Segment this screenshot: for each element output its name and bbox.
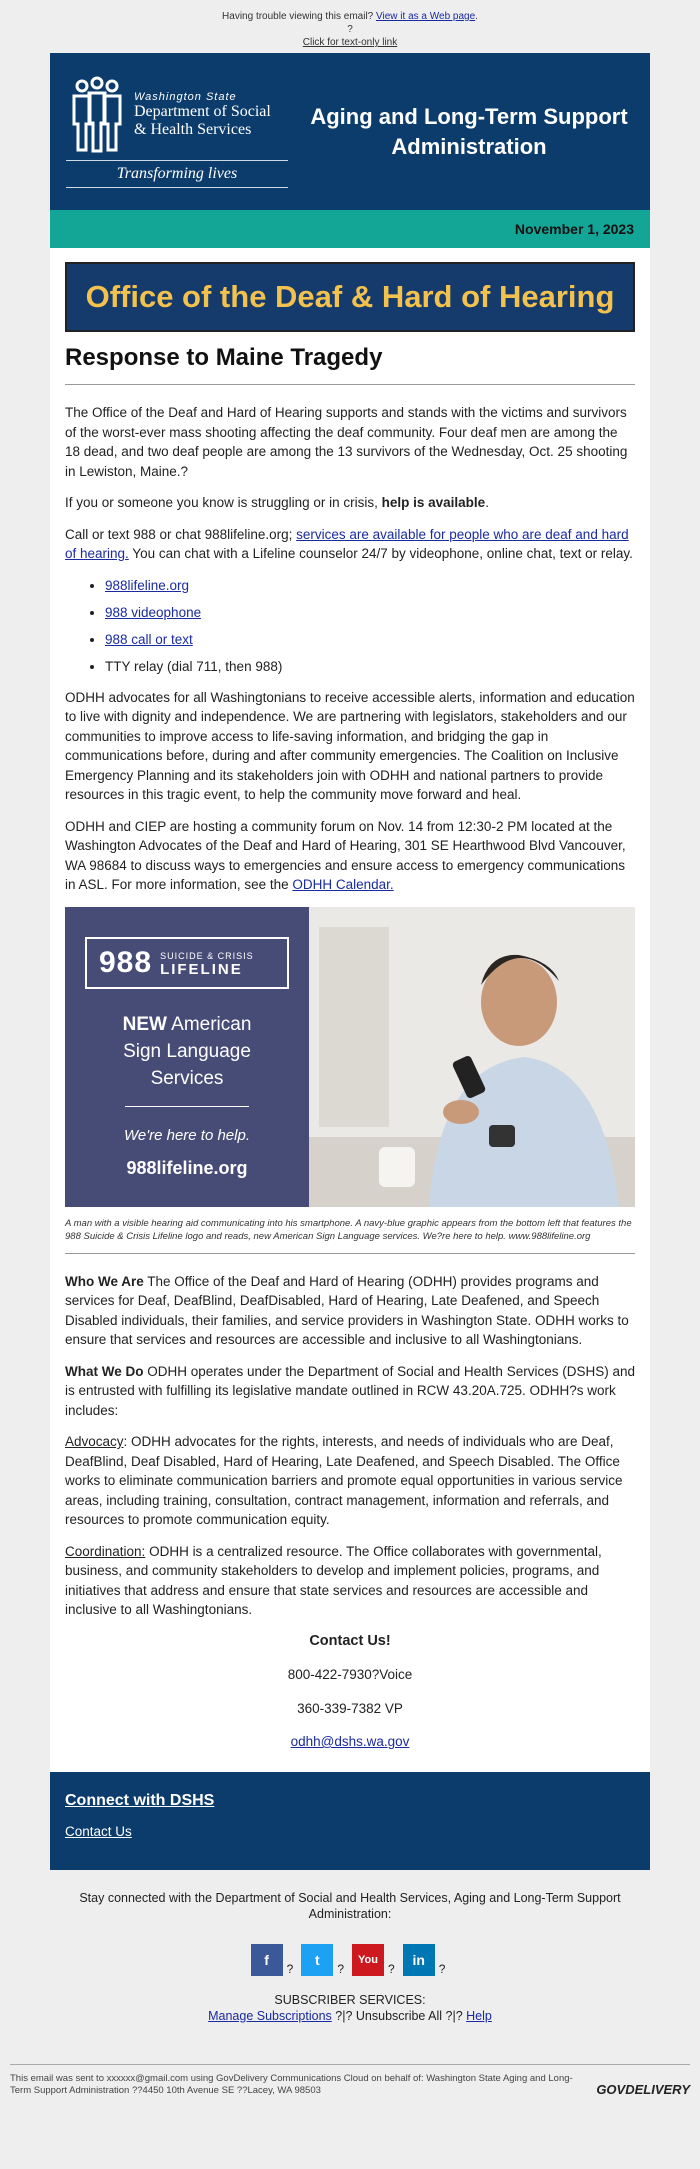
view-web-page-link[interactable]: View it as a Web page [376,11,476,22]
connect-title[interactable]: Connect with DSHS [65,1791,215,1809]
lifeline-hero-image [65,907,635,1207]
new-label: NEW [122,1013,167,1035]
contact-email-link[interactable]: odhh@dshs.wa.gov [290,1734,410,1749]
paragraph-coordination [65,1542,635,1620]
paragraph-what [65,1362,635,1421]
lifeline-word: LIFELINE [160,960,243,978]
asl-line2: Sign Language [123,1040,251,1062]
lifeline-sub: SUICIDE & CRISIS [160,950,254,961]
paragraph-help [65,493,635,513]
what-text: ODHH operates under the Department of Social and Health Services (DSHS) and is entrusted with fulfilling its legislative mandate outlined in RCW 43.20A.725. ODHH?s work includes: [65,1363,635,1418]
asl-line1: American [166,1013,252,1035]
here-to-help: We're here to help. [124,1126,250,1144]
unsubscribe-text: ?|? Unsubscribe All ?|? [331,2008,467,2023]
paragraph-intro: The Office of the Deaf and Hard of Hearing supports and stands with the victims and survivors of the worst-ever mass shooting affecting the deaf community. Four deaf men are among the 18 dead, and two deaf people are among the 13 survivors of the Wednesday, Oct. 25 shooting in Lewiston, Maine.? [65,405,628,479]
help-available-bold: help is available [381,495,486,510]
lifeline-org-link[interactable]: 988lifeline.org [105,577,190,593]
stay-connected-text: Stay connected with the Department of Social and Health Services, Aging and Long-Term Support Administration: [79,1890,621,1921]
help-period: . [485,495,489,510]
contact-title: Contact Us! [309,1632,391,1649]
preheader-separator: ? [347,24,353,35]
videophone-link[interactable]: 988 videophone [105,604,202,620]
lifeline-logo [85,937,289,989]
what-label: What We Do [65,1363,144,1379]
social-links [0,1944,700,1976]
email-card [50,53,650,1870]
hero-site: 988lifeline.org [126,1157,248,1178]
asl-text [65,1011,309,1092]
paragraph-advocacy: ODHH advocates for all Washingtonians to receive accessible alerts, information and education to live with dignity and independence. We are partnering with legislators, stakeholders and our communities to improve access to life-saving information, and bridging the gap in communications before, during and after community emergencies. The Coalition on Inclusive Emergency Planning and its stakeholders join with ODHH and national partners to provide resources in this tragic event, to help the community move forward and heal. [65,689,635,802]
forum-text: ODHH and CIEP are hosting a community forum on Nov. 14 from 12:30-2 PM located at the Washington Advocates of the Deaf and Hard of Hearing, 301 SE Hearthwood Blvd Vancouver, WA 98684 to discuss ways to emergencies and ensure access to emergency communications in ASL. For more information, see the [65,818,626,892]
lifeline-number: 988 [99,945,153,979]
dshs-logo [66,76,288,188]
issue-date: November 1, 2023 [514,221,634,237]
coordination-label: Coordination: [65,1543,146,1559]
list-item [105,630,635,649]
social-sep: ? [438,1961,446,1976]
resource-list [65,576,635,676]
call-text: Call or text 988 or chat 988lifeline.org; [65,526,297,542]
sent-info: This email was sent to xxxxxx@gmail.com using GovDelivery Communications Cloud on behalf of: Washington State Aging and Long-Term Support Administration ??4450 10th Avenue SE ??Lacey, WA 98503 [10,2072,573,2096]
logo-dept-line1: Department of Social [134,102,271,120]
social-sep: ? [286,1961,294,1976]
administration-title [288,102,650,162]
admin-title-line1: Aging and Long-Term Support [310,103,628,129]
help-link[interactable]: Help [466,2008,492,2023]
paragraph-who [65,1272,635,1350]
help-text: If you or someone you know is struggling or in crisis, [65,495,382,510]
caption-divider [65,1253,635,1254]
social-sep: ? [388,1961,395,1976]
social-sep: ? [337,1961,344,1976]
header-banner [50,53,650,210]
paragraph-forum [65,817,635,895]
people-figures-icon [66,76,128,154]
date-bar [50,210,650,248]
bottom-divider [10,2064,690,2065]
paragraph-call [65,525,635,564]
govdelivery-logo: GOVDELIVERY [596,2081,690,2097]
contact-voice: 800-422-7930?Voice [287,1667,413,1682]
subscriber-label: SUBSCRIBER SERVICES: [274,1992,426,2007]
article-title: Response to Maine Tragedy [65,344,383,371]
admin-title-line2: Administration [391,133,547,159]
person-illustration [309,907,635,1207]
who-label: Who We Are [65,1273,144,1289]
paragraph-advocacy-role [65,1432,635,1530]
twitter-icon[interactable]: t [301,1944,333,1976]
odhh-banner: Office of the Deaf & Hard of Hearing [65,262,635,332]
list-item: • TTY relay (dial 711, then 988) [105,657,635,676]
hero-caption: A man with a visible hearing aid communicating into his smartphone. A navy-blue graphic appears from the bottom left that features the 988 Suicide & Crisis Lifeline logo and reads, new American Sign Language services. We?re here to help. www.988lifeline.org [65,1217,632,1242]
call-or-text-link[interactable]: 988 call or text [105,631,193,647]
contact-vp: 360-339-7382 VP [297,1700,403,1716]
asl-line3: Services [150,1067,224,1089]
youtube-icon[interactable]: You [352,1944,384,1976]
advocacy-label: Advocacy [65,1434,124,1449]
preheader-trouble-text: Having trouble viewing this email? [222,11,374,22]
linkedin-icon[interactable]: in [403,1944,435,1976]
call-text-2: You can chat with a Lifeline counselor 24/7 by videophone, online chat, text or relay. [128,546,633,561]
preheader: Having trouble viewing this email? View it as a Web page. ? Click for text-only link [0,0,700,53]
deaf-services-link[interactable]: services are available for people who are deaf and hard of hearing. [65,526,629,561]
title-divider [65,384,635,385]
man-with-phone-photo [309,907,635,1207]
connect-footer [50,1772,650,1870]
odhh-calendar-link[interactable]: ODHH Calendar. [292,877,394,892]
logo-tagline: Transforming lives [66,161,288,188]
list-item [105,576,635,595]
who-text: The Office of the Deaf and Hard of Hearing (ODHH) provides programs and services for Deaf, DeafBlind, DeafDisabled, Hard of Hearing, Late Deafened, and Speech Disabled individuals, their families, and service providers in Washington State. ODHH works to ensure that services and resources are accessible and inclusive to all Washingtonians. [65,1273,629,1347]
article-content [50,248,650,1772]
hero-graphic [65,907,309,1207]
coordination-text: ODHH is a centralized resource. The Office collaborates with governmental, business, and community stakeholders to develop and implement policies, programs, and initiatives that address and ensure that state services and resources are accessible and inclusive to all Washingtonians. [65,1543,602,1617]
list-item [105,603,635,622]
subscriber-services [0,1992,700,2024]
contact-block [65,1632,635,1752]
text-only-link[interactable]: Click for text-only link [302,37,398,48]
logo-dept-line2: & Health Services [134,120,252,138]
facebook-icon[interactable]: f [251,1944,283,1976]
manage-subscriptions-link[interactable]: Manage Subscriptions [208,2008,332,2023]
advocacy-text: : ODHH advocates for the rights, interests, and needs of individuals who are Deaf, DeafBlind, Deaf Disabled, Hard of Hearing, Late Deafened, and Speech Disabled. The Office works to eliminate communication barriers and promote equal opportunities in various service areas, including training, consultation, contract management, information and referrals, and resources to promote communication equity. [65,1434,623,1527]
sent-footer [0,2073,700,2097]
contact-us-link[interactable]: Contact Us [65,1823,132,1839]
logo-state: Washington State [134,90,237,103]
